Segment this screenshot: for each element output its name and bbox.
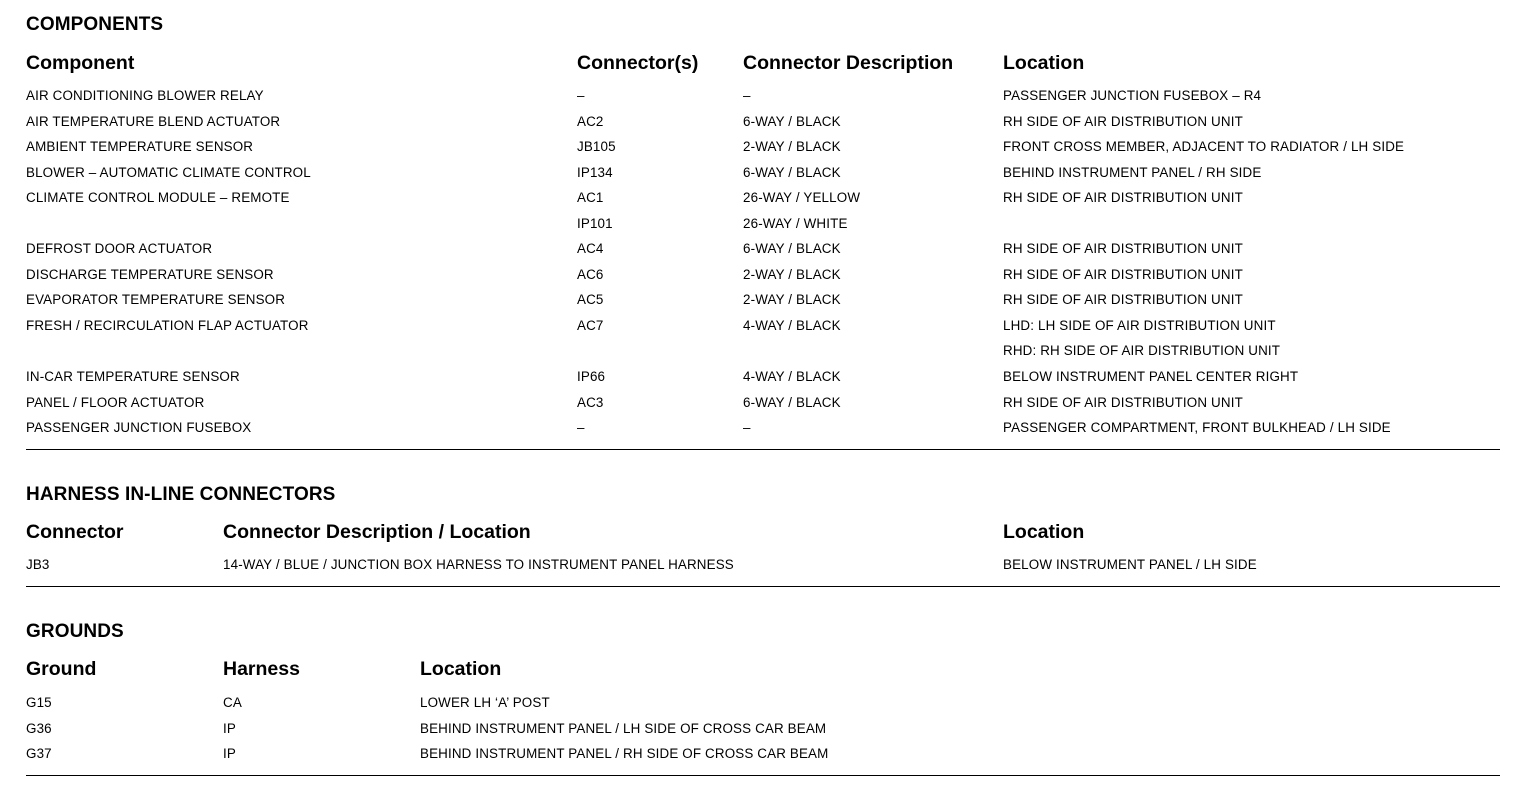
components-title: COMPONENTS bbox=[26, 14, 164, 35]
harness-header-connector: Connector bbox=[26, 521, 124, 543]
table-row-connector: IP101 bbox=[577, 215, 613, 231]
grounds-header-ground: Ground bbox=[26, 658, 97, 680]
table-row-location: BEHIND INSTRUMENT PANEL / LH SIDE OF CROSS CAR BEAM bbox=[420, 720, 827, 736]
table-row-description: – bbox=[743, 88, 751, 103]
table-row-component: PASSENGER JUNCTION FUSEBOX bbox=[26, 420, 252, 435]
table-row-connector: – bbox=[577, 420, 585, 435]
table-row-connector: JB105 bbox=[577, 139, 616, 154]
table-row-location: RH SIDE OF AIR DISTRIBUTION UNIT bbox=[1003, 266, 1243, 282]
table-row-harness: IP bbox=[223, 746, 236, 761]
table-row-location: PASSENGER JUNCTION FUSEBOX – R4 bbox=[1003, 88, 1262, 103]
table-row-connector: – bbox=[577, 88, 585, 103]
table-row-ground: G36 bbox=[26, 720, 52, 736]
table-row-ground: G15 bbox=[26, 695, 52, 710]
table-row-description: 26-WAY / YELLOW bbox=[743, 190, 861, 205]
table-row-location: RH SIDE OF AIR DISTRIBUTION UNIT bbox=[1003, 190, 1243, 205]
table-row-description: 6-WAY / BLACK bbox=[743, 113, 841, 129]
table-row-component: DISCHARGE TEMPERATURE SENSOR bbox=[26, 266, 274, 282]
components-header-location: Location bbox=[1003, 52, 1085, 74]
table-row-harness: IP bbox=[223, 720, 236, 736]
table-row-description: 4-WAY / BLACK bbox=[743, 317, 841, 333]
table-row-description: 6-WAY / BLACK bbox=[743, 241, 841, 256]
table-row-connector: AC4 bbox=[577, 241, 604, 256]
table-row-component: PANEL / FLOOR ACTUATOR bbox=[26, 394, 205, 410]
table-row-component: DEFROST DOOR ACTUATOR bbox=[26, 241, 213, 256]
table-row-description: 2-WAY / BLACK bbox=[743, 139, 841, 154]
table-row-connector: AC5 bbox=[577, 292, 604, 307]
grounds-divider bbox=[26, 775, 1500, 776]
table-row-location: FRONT CROSS MEMBER, ADJACENT TO RADIATOR / LH SIDE bbox=[1003, 139, 1405, 154]
table-row-location: BELOW INSTRUMENT PANEL / LH SIDE bbox=[1003, 557, 1257, 572]
table-row-connector: JB3 bbox=[26, 557, 50, 572]
components-header-component: Component bbox=[26, 52, 135, 74]
table-row-location: BEHIND INSTRUMENT PANEL / RH SIDE bbox=[1003, 164, 1262, 180]
table-row-component: AMBIENT TEMPERATURE SENSOR bbox=[26, 139, 254, 154]
table-row-component: CLIMATE CONTROL MODULE – REMOTE bbox=[26, 190, 290, 205]
harness-header-description: Connector Description / Location bbox=[223, 521, 531, 543]
table-row-description: – bbox=[743, 420, 751, 435]
table-row-component: AIR CONDITIONING BLOWER RELAY bbox=[26, 88, 264, 103]
table-row-location: RH SIDE OF AIR DISTRIBUTION UNIT bbox=[1003, 113, 1243, 129]
table-row-connector: AC3 bbox=[577, 394, 604, 410]
table-row-location: RH SIDE OF AIR DISTRIBUTION UNIT bbox=[1003, 292, 1243, 307]
table-row-component: IN-CAR TEMPERATURE SENSOR bbox=[26, 369, 240, 384]
table-row-component: EVAPORATOR TEMPERATURE SENSOR bbox=[26, 292, 286, 307]
table-row-ground: G37 bbox=[26, 746, 52, 761]
table-row-connector: AC1 bbox=[577, 190, 604, 205]
table-row-description: 2-WAY / BLACK bbox=[743, 266, 841, 282]
grounds-header-location: Location bbox=[420, 658, 502, 680]
table-row-location: BEHIND INSTRUMENT PANEL / RH SIDE OF CROSS CAR BEAM bbox=[420, 746, 829, 761]
table-row-location: LOWER LH ‘A’ POST bbox=[420, 695, 550, 710]
harness-header-location: Location bbox=[1003, 521, 1085, 543]
table-row-location: BELOW INSTRUMENT PANEL CENTER RIGHT bbox=[1003, 369, 1299, 384]
table-row-harness: CA bbox=[223, 695, 242, 710]
components-header-description: Connector Description bbox=[743, 52, 954, 74]
grounds-header-harness: Harness bbox=[223, 658, 300, 680]
table-row-connector: AC7 bbox=[577, 317, 604, 333]
table-row-location: LHD: LH SIDE OF AIR DISTRIBUTION UNIT bbox=[1003, 317, 1276, 333]
table-row-description: 2-WAY / BLACK bbox=[743, 292, 841, 307]
table-row-component: AIR TEMPERATURE BLEND ACTUATOR bbox=[26, 113, 281, 129]
table-row-location: RHD: RH SIDE OF AIR DISTRIBUTION UNIT bbox=[1003, 343, 1281, 358]
table-row-connector: AC2 bbox=[577, 113, 604, 129]
table-row-description: 26-WAY / WHITE bbox=[743, 215, 848, 231]
harness-title: HARNESS IN-LINE CONNECTORS bbox=[26, 484, 336, 505]
table-row-location: RH SIDE OF AIR DISTRIBUTION UNIT bbox=[1003, 241, 1243, 256]
table-row-connector: IP134 bbox=[577, 164, 613, 180]
table-row-component: FRESH / RECIRCULATION FLAP ACTUATOR bbox=[26, 317, 309, 333]
grounds-title: GROUNDS bbox=[26, 621, 124, 642]
harness-divider bbox=[26, 586, 1500, 587]
table-row-component: BLOWER – AUTOMATIC CLIMATE CONTROL bbox=[26, 164, 311, 180]
table-row-location: RH SIDE OF AIR DISTRIBUTION UNIT bbox=[1003, 394, 1243, 410]
table-row-location: PASSENGER COMPARTMENT, FRONT BULKHEAD / LH SIDE bbox=[1003, 420, 1391, 435]
table-row-description: 14-WAY / BLUE / JUNCTION BOX HARNESS TO INSTRUMENT PANEL HARNESS bbox=[223, 557, 734, 572]
table-row-description: 6-WAY / BLACK bbox=[743, 164, 841, 180]
components-header-connectors: Connector(s) bbox=[577, 52, 699, 74]
table-row-description: 6-WAY / BLACK bbox=[743, 394, 841, 410]
table-row-connector: IP66 bbox=[577, 369, 606, 384]
table-row-connector: AC6 bbox=[577, 266, 604, 282]
components-divider bbox=[26, 449, 1500, 450]
table-row-description: 4-WAY / BLACK bbox=[743, 369, 841, 384]
